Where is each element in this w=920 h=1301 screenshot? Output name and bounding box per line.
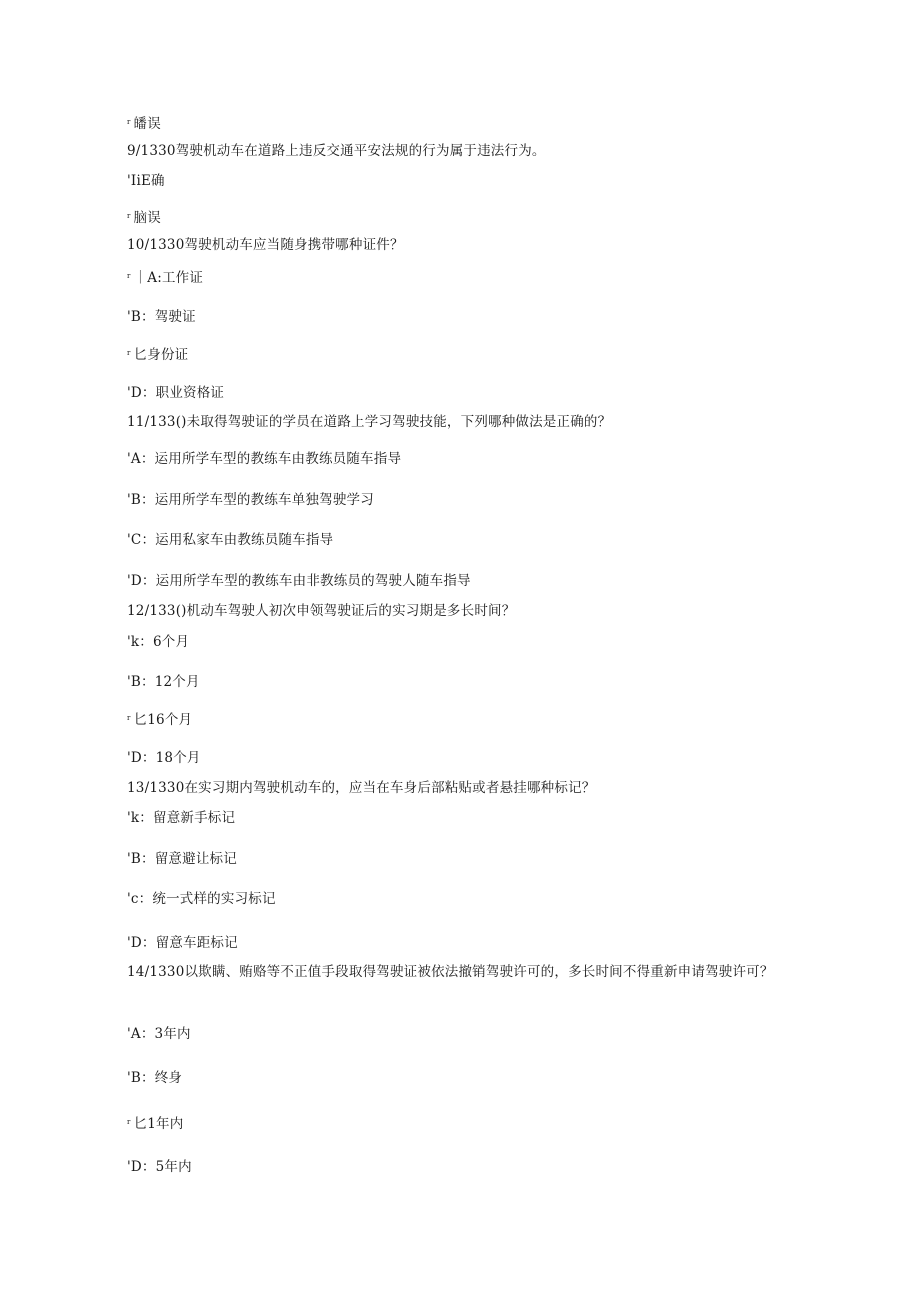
option-text: 'B：留意避让标记 xyxy=(127,851,237,867)
option-line xyxy=(127,345,188,363)
option-text: 'A：3年内 xyxy=(127,1026,191,1042)
option-text: 'C：运用私家车由教练员随车指导 xyxy=(127,532,334,548)
option-text: 'D：18个月 xyxy=(127,750,201,766)
option-text: 'B：驾驶证 xyxy=(127,309,196,325)
option-text: 'k：6个月 xyxy=(127,634,190,650)
option-line xyxy=(127,674,200,690)
option-line xyxy=(127,492,374,508)
option-line xyxy=(127,634,189,650)
option-text: 'D：职业资格证 xyxy=(127,385,225,401)
option-line xyxy=(127,810,235,826)
question-text: 12/133()机动车驾驶人初次申领驾驶证后的实习期是多长时间？ xyxy=(127,603,516,619)
option-line xyxy=(127,1026,191,1042)
question-11 xyxy=(127,414,611,430)
option-text: 'k：留意新手标记 xyxy=(127,810,236,826)
question-text: 11/133()未取得驾驶证的学员在道路上学习驾驶技能，下列哪种做法是正确的？ xyxy=(127,414,612,430)
option-line xyxy=(127,710,192,728)
option-text: 'c：统一式样的实习标记 xyxy=(127,891,276,907)
question-9 xyxy=(127,143,546,159)
question-text: 14/1330以欺瞒、贿赂等不正值手段取得驾驶证被依法撤销驾驶许可的，多长时间不得重新申请驾驶许可？ xyxy=(127,964,774,980)
radio-mark: r xyxy=(127,212,131,220)
option-text: 皤误 xyxy=(133,116,161,132)
option-line xyxy=(127,1070,182,1086)
option-text: 匕身份证 xyxy=(133,347,189,363)
question-12 xyxy=(127,603,515,619)
option-line xyxy=(127,268,203,286)
question-13 xyxy=(127,780,595,796)
option-text: 'A：运用所学车型的教练车由教练员随车指导 xyxy=(127,451,402,467)
option-line xyxy=(127,935,238,951)
option-line xyxy=(127,891,276,907)
option-line xyxy=(127,173,165,189)
option-line xyxy=(127,851,237,867)
radio-mark: r xyxy=(127,714,131,722)
option-text: 'D：5年内 xyxy=(127,1159,192,1175)
question-14 xyxy=(127,960,787,984)
option-line xyxy=(127,1114,183,1132)
option-line xyxy=(127,532,333,548)
option-text: 'D：运用所学车型的教练车由非教练员的驾驶人随车指导 xyxy=(127,573,471,589)
option-line xyxy=(127,114,161,132)
question-10 xyxy=(127,237,404,253)
option-text: 脑误 xyxy=(133,210,161,226)
option-line xyxy=(127,309,196,325)
question-text: 9/1330驾驶机动车在道路上违反交通平安法规的行为属于违法行为。 xyxy=(127,143,546,159)
option-line xyxy=(127,1159,192,1175)
option-line xyxy=(127,750,201,766)
option-line xyxy=(127,573,471,589)
option-text: 'IiE确 xyxy=(127,173,165,189)
option-line xyxy=(127,451,401,467)
option-text: 匕1年内 xyxy=(133,1116,184,1132)
question-text: 10/1330驾驶机动车应当随身携带哪种证件？ xyxy=(127,237,404,253)
option-text: 'B：运用所学车型的教练车单独驾驶学习 xyxy=(127,492,374,508)
radio-mark: r xyxy=(127,1118,131,1126)
option-text: 'B：12个月 xyxy=(127,674,200,690)
question-text: 13/1330在实习期内驾驶机动车的，应当在车身后部粘贴或者悬挂哪种标记？ xyxy=(127,780,596,796)
radio-mark: r xyxy=(127,272,131,280)
option-text: ｜A:工作证 xyxy=(133,270,204,286)
option-text: 'D：留意车距标记 xyxy=(127,935,238,951)
radio-mark: r xyxy=(127,349,131,357)
option-text: 'B：终身 xyxy=(127,1070,183,1086)
option-text: 匕16个月 xyxy=(133,712,193,728)
radio-mark: r xyxy=(127,118,131,126)
option-line xyxy=(127,208,161,226)
option-line xyxy=(127,385,224,401)
